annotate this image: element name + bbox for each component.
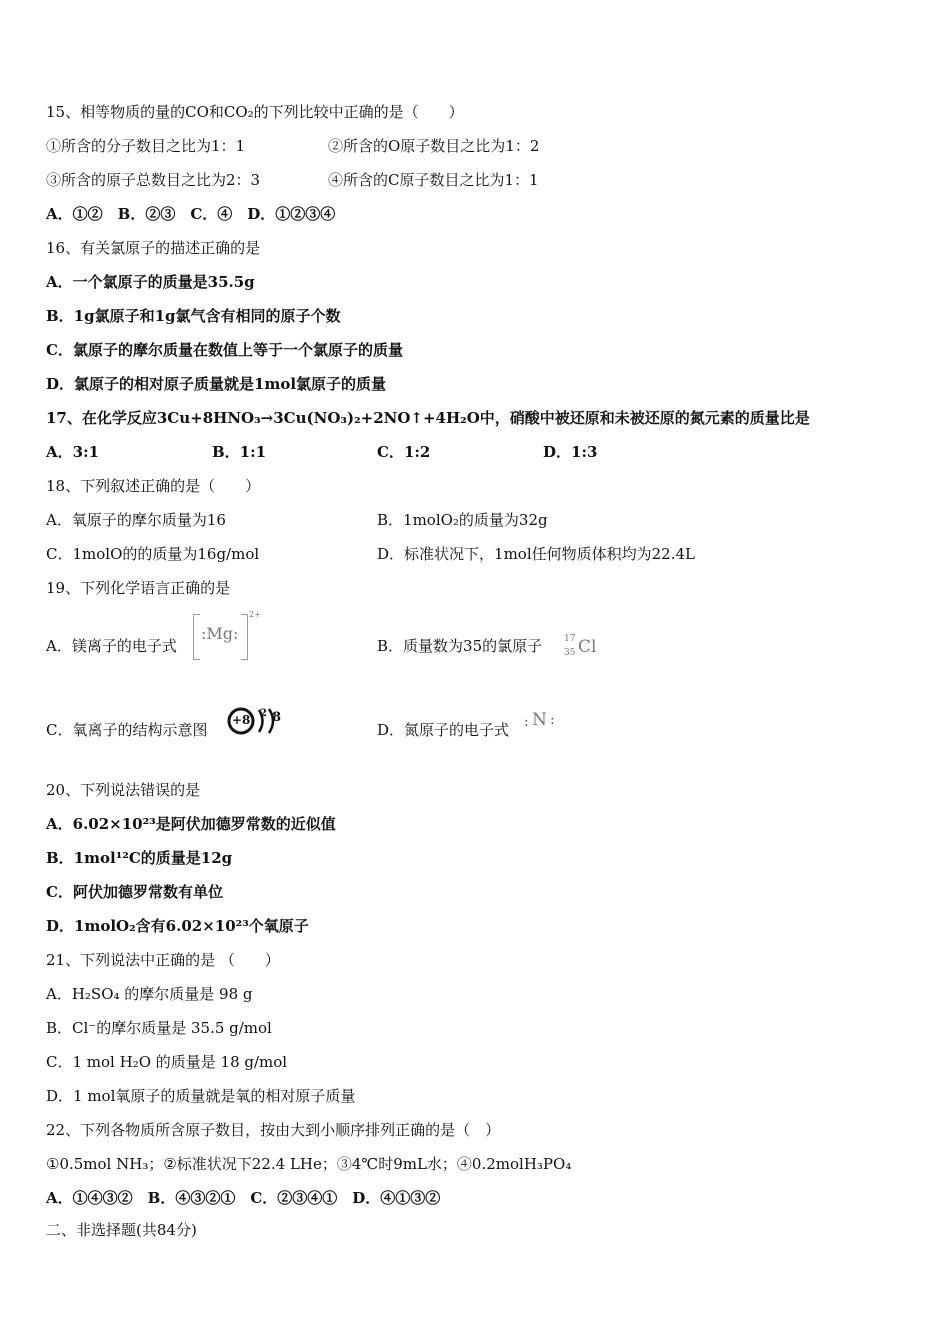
q22-options: A．①④③② B．④③②① C．②③④① D．④①③②	[46, 1189, 441, 1207]
q19-stem: 19、下列化学语言正确的是	[46, 579, 231, 597]
q19-option-a: A．镁离子的电子式	[46, 637, 177, 655]
left-dots: :	[524, 714, 529, 730]
q17-stem: 17、在化学反应3Cu+8HNO₃→3Cu(NO₃)₂+2NO↑+4H₂O中，硝酸中被还原和未被还原的氮元素的质量比是	[46, 409, 810, 427]
nitrogen-symbol: N	[532, 710, 547, 730]
q19-option-c: C．氧离子的结构示意图	[46, 721, 208, 739]
q21-option-d: D．1 mol氧原子的质量就是氧的相对原子质量	[46, 1087, 356, 1105]
q20-stem: 20、下列说法错误的是	[46, 781, 201, 799]
nuclide-element: Cl	[578, 637, 597, 657]
q21-option-c: C．1 mol H₂O 的质量是 18 g/mol	[46, 1053, 288, 1071]
q17-option-b: B．1:1	[212, 443, 267, 461]
q22-items: ①0.5mol NH₃；②标准状况下22.4 LHe；③4℃时9mL水；④0.2molH₃PO₄	[46, 1155, 572, 1173]
q15-statement-2: ②所含的O原子数目之比为1：2	[328, 137, 540, 155]
q18-stem: 18、下列叙述正确的是（ ）	[46, 477, 261, 495]
q18-option-b: B．1molO₂的质量为32g	[377, 511, 548, 529]
q16-option-b: B．1g氯原子和1g氯气含有相同的原子个数	[46, 307, 341, 325]
shell-2-count: 8	[272, 710, 282, 725]
q16-stem: 16、有关氯原子的描述正确的是	[46, 239, 261, 257]
q20-option-a: A．6.02×10²³是阿伏加德罗常数的近似值	[46, 815, 336, 833]
mg-ion-electron-formula	[193, 612, 263, 662]
right-bracket	[241, 614, 248, 660]
nuclide-upper-number: 17	[564, 634, 576, 644]
q19-option-b: B．质量数为35的氯原子	[377, 637, 543, 655]
q21-option-a: A．H₂SO₄ 的摩尔质量是 98 g	[46, 985, 253, 1003]
q22-stem: 22、下列各物质所含原子数目，按由大到小顺序排列正确的是（ ）	[46, 1121, 501, 1139]
q20-option-c: C．阿伏加德罗常数有单位	[46, 883, 223, 901]
q15-stem: 15、相等物质的量的CO和CO₂的下列比较中正确的是（ ）	[46, 103, 464, 121]
right-dots: :	[550, 712, 555, 728]
q17-option-a: A．3:1	[46, 443, 100, 461]
q20-option-b: B．1mol¹²C的质量是12g	[46, 849, 233, 867]
q21-stem: 21、下列说法中正确的是 （ ）	[46, 951, 280, 969]
nucleus-charge: +8	[232, 713, 251, 727]
mg-formula: :Mg:	[201, 624, 239, 643]
q19-option-d: D．氮原子的电子式	[377, 721, 510, 739]
left-bracket	[193, 614, 200, 660]
q16-option-d: D．氯原子的相对原子质量就是1mol氯原子的质量	[46, 375, 387, 393]
chlorine-nuclide-symbol	[564, 632, 604, 664]
q20-option-d: D．1molO₂含有6.02×10²³个氧原子	[46, 917, 309, 935]
charge-label: 2+	[249, 610, 261, 619]
q18-option-d: D．标准状况下，1mol任何物质体积均为22.4L	[377, 545, 695, 563]
nuclide-lower-number: 35	[564, 648, 576, 658]
q18-option-c: C．1molO的的质量为16g/mol	[46, 545, 260, 563]
q17-option-c: C．1:2	[377, 443, 431, 461]
oxygen-ion-structure-diagram	[226, 704, 290, 740]
shell-1-count: 2	[260, 708, 267, 719]
q21-option-b: B．Cl⁻的摩尔质量是 35.5 g/mol	[46, 1019, 272, 1037]
q16-option-a: A．一个氯原子的质量是35.5g	[46, 273, 255, 291]
q15-statement-3: ③所含的原子总数目之比为2：3	[46, 171, 261, 189]
q15-statement-1: ①所含的分子数目之比为1：1	[46, 137, 246, 155]
nitrogen-electron-formula	[524, 704, 560, 738]
q17-option-d: D．1:3	[543, 443, 598, 461]
q15-options: A．①② B．②③ C．④ D．①②③④	[46, 205, 336, 223]
q16-option-c: C．氯原子的摩尔质量在数值上等于一个氯原子的质量	[46, 341, 403, 359]
q18-option-a: A．氧原子的摩尔质量为16	[46, 511, 226, 529]
q15-statement-4: ④所含的C原子数目之比为1：1	[328, 171, 539, 189]
section-2-heading: 二、非选择题(共84分)	[46, 1221, 197, 1239]
